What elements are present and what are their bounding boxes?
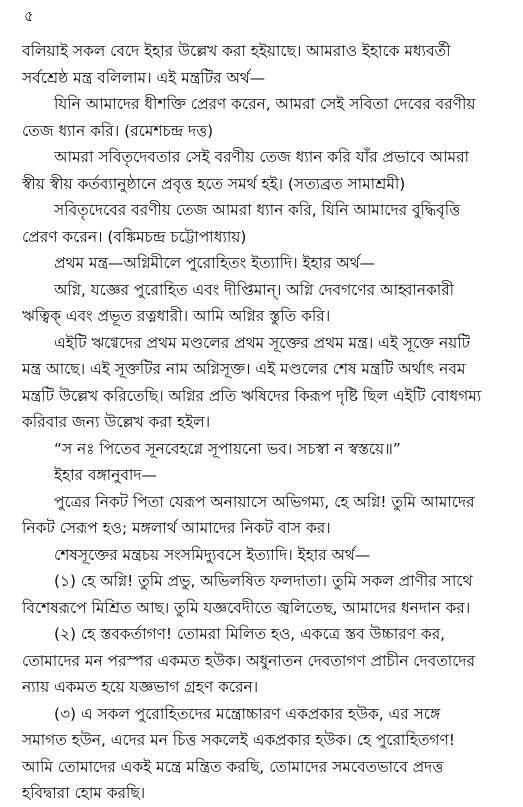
text-line: ঋত্বিক্ এবং প্রভূত রত্নধারী। আমি অগ্নির স্তুতি করি। (22, 307, 331, 325)
text-line: যিনি আমাদের ধীশক্তি প্রেরণ করেন, আমরা সেই সবিতা দেবের বরণীয় (54, 95, 476, 113)
text-line: সমাগত হউন, এদের মন চিত্ত সকলেই একপ্রকার হউক। হে পুরোহিতগণ! (22, 731, 455, 749)
text-line: সবিতৃদেবের বরণীয় তেজ আমরা ধ্যান করি, যিনি আমাদের বুদ্ধিবৃত্তি (54, 201, 461, 219)
text-line: তেজ ধ্যান করি। (রমেশচন্দ্র দত্ত) (22, 121, 214, 140)
text-line: ন্যায় একমত হয়ে যজ্ঞভাগ গ্রহণ করেন। (22, 678, 259, 696)
text-line: শেষসূক্তের মন্ত্রচয় সংসমিদ্যুবসে ইত্যাদি। ইহার অর্থ— (54, 545, 371, 564)
text-line: করিবার জন্য উল্লেখ করা হইল। (22, 413, 211, 431)
text-line: বলিয়াই সকল বেদে ইহার উল্লেখ করা হইয়াছে। আমরাও ইহাকে মধ্যবর্তী (22, 42, 451, 60)
text-line: বিশেষরূপে মিশ্রিত আছ। তুমি যজ্ঞবেদীতে জ্বলিতেছ, আমাদের ধনদান কর। (22, 598, 471, 617)
body-text (22, 38, 503, 807)
text-line: মন্ত্রটি উল্লেখ করিতেছি। অগ্নির প্রতি ঋষিদের কিরূপ দৃষ্টি ছিল এইটি বোধগম্য (22, 386, 482, 405)
text-line: (১) হে অগ্নি! তুমি প্রভু, অভিলষিত ফলদাতা। তুমি সকল প্রাণীর সাথে (54, 572, 473, 590)
text-line: ইহার বঙ্গানুবাদ— (54, 466, 157, 484)
text-line: নিকট সেরূপ হও; মঙ্গলার্থ আমাদের নিকট বাস কর। (22, 519, 331, 537)
text-line: সর্বশ্রেষ্ঠ মন্ত্র বলিলাম। এই মন্ত্রটির অর্থ— (22, 68, 266, 87)
text-line: পুত্রের নিকট পিতা যেরূপ অনায়াসে অভিগম্য, হে অগ্নি! তুমি আমাদের (54, 492, 475, 511)
text-line: প্রথম মন্ত্র—অগ্নিমীলে পুরোহিতং ইত্যাদি। ইহার অর্থ— (54, 254, 376, 272)
text-line: মন্ত্র আছে। এই সূক্তটির নাম অগ্নিসূক্ত। এই মণ্ডলের শেষ মন্ত্রটি অর্থাৎ নবম (22, 360, 466, 378)
text-line: স্বীয় স্বীয় কর্তব্যানুষ্ঠানে প্রবৃত্ত হতে সমর্থ হই। (সত্যব্রত সামাশ্রমী) (22, 174, 406, 193)
page-number: ৫ (24, 7, 34, 25)
text-line: তোমাদের মন পরস্পর একমত হউক। অধুনাতন দেবতাগণ প্রাচীন দেবতাদের (22, 651, 475, 670)
text-line: আমরা সবিতৃদেবতার সেই বরণীয় তেজ ধ্যান করি যাঁর প্রভাবে আমরা (54, 148, 470, 166)
text-line: হবিদ্বারা হোম করছি। (22, 784, 146, 802)
text-line: এইটি ঋগ্বেদের প্রথম মণ্ডলের প্রথম সূক্তের প্রথম মন্ত্র। এই সূক্তে নয়টি (54, 333, 471, 352)
text-line: প্রেরণ করেন। (বঙ্কিমচন্দ্র চট্টোপাধ্যায়) (22, 227, 247, 246)
text-line: আমি তোমাদের একই মন্ত্রে মন্ত্রিত করছি, তোমাদের সমবেতভাবে প্রদত্ত (22, 757, 444, 776)
text-line: (২) হে স্তবকর্তাগণ! তোমরা মিলিত হও, একত্রে স্তব উচ্চারণ কর, (54, 625, 446, 643)
text-line: “স নঃ পিতেব সূনবেহগ্নে সূপায়নো ভব। সচস্বা ন স্বস্তয়ে॥” (54, 439, 401, 458)
text-line: (৩) এ সকল পুরোহিতদের মন্ত্রোচ্চারণ একপ্রকার হউক, এর সঙ্গে (54, 704, 441, 723)
text-line: অগ্নি, যজ্ঞের পুরোহিত এবং দীপ্তিমান্। অগ্নি দেবগণের আহ্বানকারী (54, 280, 455, 299)
